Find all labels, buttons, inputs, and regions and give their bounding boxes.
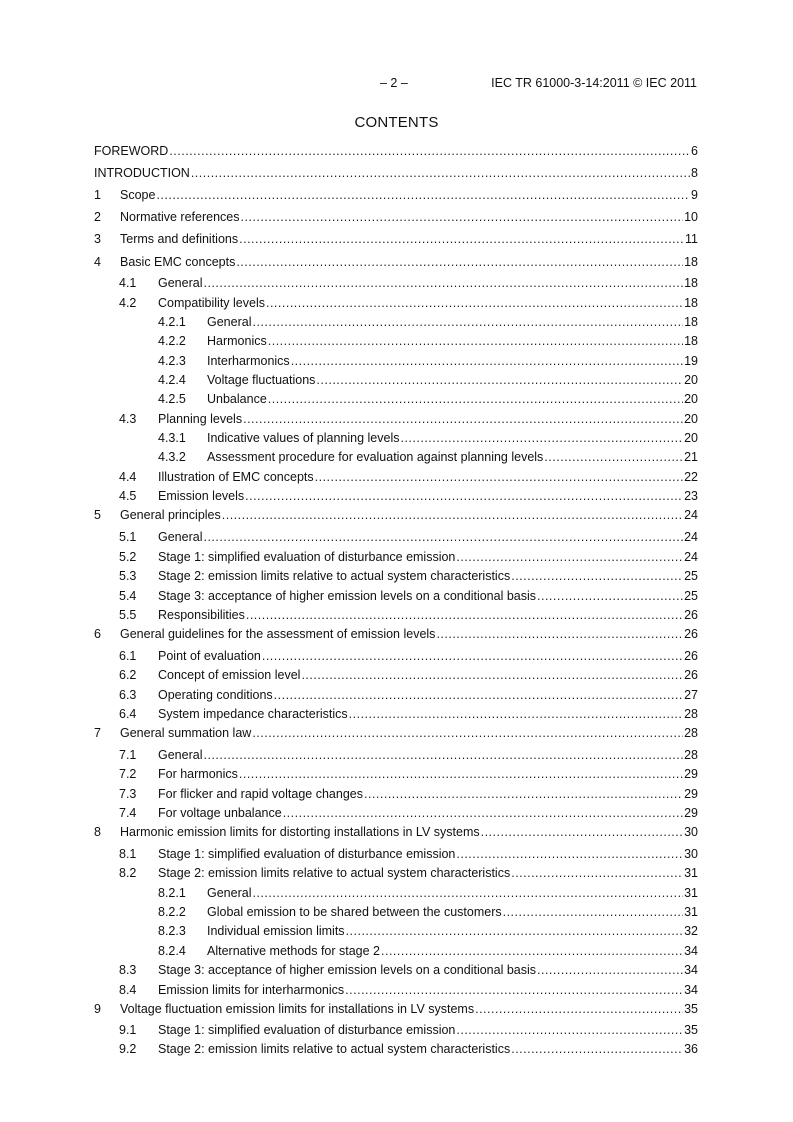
dot-leader [203, 530, 683, 544]
toc-entry-number: 4.5 [119, 489, 137, 503]
toc-entry-number: 8 [94, 825, 101, 839]
page-header [0, 76, 697, 94]
toc-entry[interactable] [94, 1042, 698, 1060]
toc-entry[interactable] [94, 232, 698, 250]
toc-entry-label: Stage 1: simplified evaluation of disturbance emission [158, 847, 456, 861]
standard-reference: IEC TR 61000-3-14:2011 © IEC 2011 [491, 76, 697, 90]
dot-leader [191, 166, 690, 180]
contents-title: CONTENTS [354, 114, 439, 131]
toc-entry[interactable] [94, 608, 698, 626]
toc-entry-page: 29 [684, 767, 698, 781]
dot-leader [243, 412, 683, 426]
toc-entry[interactable] [94, 470, 698, 488]
toc-entry[interactable] [94, 489, 698, 507]
toc-entry-number: 9 [94, 1002, 101, 1016]
toc-entry-label: Global emission to be shared between the customers [207, 905, 502, 919]
toc-entry-page: 8 [691, 166, 698, 180]
toc-entry-number: 5.1 [119, 530, 137, 544]
dot-leader [345, 983, 683, 997]
toc-entry-label: Illustration of EMC concepts [158, 470, 314, 484]
toc-entry[interactable] [94, 924, 698, 942]
dot-leader [222, 508, 683, 522]
dot-leader [246, 608, 683, 622]
toc-entry[interactable] [94, 334, 698, 352]
toc-entry[interactable] [94, 866, 698, 884]
toc-entry[interactable] [94, 748, 698, 766]
toc-entry-page: 9 [691, 188, 698, 202]
toc-entry-page: 18 [684, 334, 698, 348]
toc-entry-number: 7 [94, 726, 101, 740]
toc-entry-page: 24 [684, 508, 698, 522]
toc-entry-page: 22 [684, 470, 698, 484]
toc-entry-page: 32 [684, 924, 698, 938]
toc-entry-page: 30 [684, 847, 698, 861]
toc-entry-number: 4 [94, 255, 101, 269]
toc-entry-label: INTRODUCTION [94, 166, 190, 180]
toc-entry-number: 8.2.1 [158, 886, 186, 900]
toc-entry[interactable] [94, 550, 698, 568]
dot-leader [349, 707, 683, 721]
dot-leader [203, 748, 683, 762]
toc-entry-number: 8.4 [119, 983, 137, 997]
toc-entry-page: 18 [684, 315, 698, 329]
toc-entry[interactable] [94, 255, 698, 273]
toc-entry-number: 4.3.2 [158, 450, 186, 464]
toc-entry[interactable] [94, 905, 698, 923]
toc-entry-page: 20 [684, 431, 698, 445]
toc-entry-page: 30 [684, 825, 698, 839]
dot-leader [481, 825, 683, 839]
toc-entry-label: Assessment procedure for evaluation against planning levels [207, 450, 544, 464]
toc-entry-number: 4.3.1 [158, 431, 186, 445]
toc-entry-page: 35 [684, 1002, 698, 1016]
page-number: – 2 – [380, 76, 408, 90]
toc-entry-label: Stage 2: emission limits relative to actual system characteristics [158, 1042, 511, 1056]
toc-entry[interactable] [94, 688, 698, 706]
toc-entry[interactable] [94, 188, 698, 206]
toc-entry-label: Terms and definitions [120, 232, 239, 246]
dot-leader [283, 806, 683, 820]
dot-leader [315, 470, 683, 484]
toc-entry[interactable] [94, 806, 698, 824]
toc-entry-number: 2 [94, 210, 101, 224]
toc-entry-label: Stage 1: simplified evaluation of disturbance emission [158, 1023, 456, 1037]
toc-entry-label: Individual emission limits [207, 924, 345, 938]
toc-entry-number: 6.2 [119, 668, 137, 682]
toc-entry-page: 25 [684, 569, 698, 583]
toc-entry-label: General summation law [120, 726, 252, 740]
dot-leader [274, 688, 683, 702]
toc-entry[interactable] [94, 210, 698, 228]
toc-entry-label: General principles [120, 508, 221, 522]
toc-entry[interactable] [94, 726, 698, 744]
toc-entry-number: 7.3 [119, 787, 137, 801]
toc-entry-number: 7.2 [119, 767, 137, 781]
dot-leader [544, 450, 683, 464]
dot-leader [511, 1042, 683, 1056]
toc-entry-label: System impedance characteristics [158, 707, 348, 721]
toc-entry[interactable] [94, 412, 698, 430]
toc-entry-number: 9.2 [119, 1042, 137, 1056]
dot-leader [252, 315, 683, 329]
toc-entry-label: General [158, 276, 203, 290]
toc-entry[interactable] [94, 508, 698, 526]
toc-entry-label: Stage 2: emission limits relative to actual system characteristics [158, 569, 511, 583]
dot-leader [262, 649, 683, 663]
toc-entry-page: 20 [684, 392, 698, 406]
toc-entry-number: 4.2.4 [158, 373, 186, 387]
toc-entry-page: 28 [684, 726, 698, 740]
dot-leader [475, 1002, 683, 1016]
dot-leader [236, 255, 683, 269]
toc-entry-page: 27 [684, 688, 698, 702]
toc-entry-label: Alternative methods for stage 2 [207, 944, 381, 958]
toc-entry-number: 7.1 [119, 748, 137, 762]
toc-entry[interactable] [94, 589, 698, 607]
toc-entry-number: 8.2.3 [158, 924, 186, 938]
toc-entry-label: General guidelines for the assessment of emission levels [120, 627, 436, 641]
toc-entry-page: 29 [684, 787, 698, 801]
toc-entry-page: 28 [684, 748, 698, 762]
toc-entry[interactable] [94, 767, 698, 785]
toc-entry-label: For harmonics [158, 767, 238, 781]
toc-entry-number: 4.2.5 [158, 392, 186, 406]
toc-entry-number: 4.2 [119, 296, 137, 310]
toc-entry-number: 6.3 [119, 688, 137, 702]
toc-entry-number: 5.4 [119, 589, 137, 603]
toc-entry-label: Voltage fluctuation emission limits for installations in LV systems [120, 1002, 475, 1016]
toc-entry-number: 6.1 [119, 649, 137, 663]
toc-entry-page: 34 [684, 983, 698, 997]
toc-entry-page: 26 [684, 649, 698, 663]
toc-entry-label: Stage 3: acceptance of higher emission levels on a conditional basis [158, 589, 537, 603]
toc-entry[interactable] [94, 144, 698, 162]
toc-entry-page: 23 [684, 489, 698, 503]
toc-entry-label: Interharmonics [207, 354, 290, 368]
toc-entry-label: Compatibility levels [158, 296, 265, 310]
toc-entry-page: 26 [684, 627, 698, 641]
toc-entry-label: Emission limits for interharmonics [158, 983, 345, 997]
toc-entry-page: 34 [684, 963, 698, 977]
dot-leader [400, 431, 683, 445]
toc-entry-label: Unbalance [207, 392, 267, 406]
toc-entry[interactable] [94, 707, 698, 725]
toc-entry[interactable] [94, 276, 698, 294]
toc-entry-number: 6.4 [119, 707, 137, 721]
toc-entry-number: 8.1 [119, 847, 137, 861]
toc-entry-page: 36 [684, 1042, 698, 1056]
toc-entry-page: 24 [684, 530, 698, 544]
dot-leader [252, 886, 683, 900]
toc-entry-label: Harmonics [207, 334, 267, 348]
toc-entry-number: 9.1 [119, 1023, 137, 1037]
toc-entry-page: 26 [684, 668, 698, 682]
toc-entry[interactable] [94, 1023, 698, 1041]
toc-entry-number: 4.2.3 [158, 354, 186, 368]
toc-entry-label: For flicker and rapid voltage changes [158, 787, 363, 801]
toc-entry-number: 5.3 [119, 569, 137, 583]
toc-entry-page: 18 [684, 296, 698, 310]
toc-entry-label: General [207, 886, 252, 900]
toc-entry-page: 6 [691, 144, 698, 158]
toc-entry-label: Operating conditions [158, 688, 273, 702]
toc-entry-label: Basic EMC concepts [120, 255, 236, 269]
toc-entry-label: Stage 1: simplified evaluation of disturbance emission [158, 550, 456, 564]
toc-entry[interactable] [94, 354, 698, 372]
toc-entry-page: 11 [685, 232, 698, 246]
toc-entry-page: 18 [684, 255, 698, 269]
toc-entry[interactable] [94, 944, 698, 962]
toc-entry-page: 19 [684, 354, 698, 368]
dot-leader [511, 569, 683, 583]
dot-leader [456, 550, 683, 564]
dot-leader [268, 334, 683, 348]
dot-leader [456, 1023, 683, 1037]
dot-leader [301, 668, 683, 682]
toc-entry-label: General [158, 748, 203, 762]
toc-entry-number: 4.4 [119, 470, 137, 484]
toc-entry-number: 8.2.4 [158, 944, 186, 958]
toc-entry-number: 4.2.1 [158, 315, 186, 329]
toc-entry-label: Emission levels [158, 489, 245, 503]
toc-entry[interactable] [94, 392, 698, 410]
toc-entry-page: 20 [684, 412, 698, 426]
toc-entry-label: Normative references [120, 210, 240, 224]
toc-entry-number: 5.5 [119, 608, 137, 622]
toc-entry-page: 10 [684, 210, 698, 224]
toc-entry[interactable] [94, 668, 698, 686]
toc-entry-label: General [158, 530, 203, 544]
dot-leader [511, 866, 683, 880]
toc-entry-page: 25 [684, 589, 698, 603]
dot-leader [364, 787, 683, 801]
toc-entry-number: 4.1 [119, 276, 137, 290]
toc-entry[interactable] [94, 787, 698, 805]
toc-entry[interactable] [94, 963, 698, 981]
toc-entry[interactable] [94, 166, 698, 184]
toc-entry-label: Voltage fluctuations [207, 373, 316, 387]
dot-leader [537, 963, 683, 977]
toc-entry-page: 31 [684, 886, 698, 900]
dot-leader [381, 944, 683, 958]
toc-entry-number: 5.2 [119, 550, 137, 564]
toc-entry-label: Stage 3: acceptance of higher emission levels on a conditional basis [158, 963, 537, 977]
toc-entry-number: 5 [94, 508, 101, 522]
toc-entry-label: Indicative values of planning levels [207, 431, 400, 445]
dot-leader [239, 767, 683, 781]
toc-entry-number: 8.2.2 [158, 905, 186, 919]
toc-entry[interactable] [94, 431, 698, 449]
toc-entry-label: Harmonic emission limits for distorting installations in LV systems [120, 825, 480, 839]
toc-entry-number: 6 [94, 627, 101, 641]
toc-entry-number: 1 [94, 188, 101, 202]
toc-entry-label: Scope [120, 188, 156, 202]
toc-entry-page: 24 [684, 550, 698, 564]
toc-entry-label: Planning levels [158, 412, 243, 426]
toc-entry-number: 8.3 [119, 963, 137, 977]
toc-entry-page: 28 [684, 707, 698, 721]
dot-leader [268, 392, 683, 406]
toc-entry-label: Stage 2: emission limits relative to actual system characteristics [158, 866, 511, 880]
toc-entry-label: General [207, 315, 252, 329]
toc-entry-number: 7.4 [119, 806, 137, 820]
toc-entry-number: 4.3 [119, 412, 137, 426]
dot-leader [436, 627, 683, 641]
toc-entry-label: Concept of emission level [158, 668, 301, 682]
dot-leader [316, 373, 683, 387]
toc-entry-number: 4.2.2 [158, 334, 186, 348]
toc-entry-page: 18 [684, 276, 698, 290]
toc-entry[interactable] [94, 1002, 698, 1020]
dot-leader [537, 589, 683, 603]
toc-entry[interactable] [94, 847, 698, 865]
toc-entry-page: 31 [684, 866, 698, 880]
toc-entry-page: 34 [684, 944, 698, 958]
toc-entry-page: 26 [684, 608, 698, 622]
toc-entry-page: 35 [684, 1023, 698, 1037]
toc-entry[interactable] [94, 373, 698, 391]
toc-entry[interactable] [94, 450, 698, 468]
toc-entry-page: 29 [684, 806, 698, 820]
toc-entry-label: Point of evaluation [158, 649, 261, 663]
toc-entry[interactable] [94, 296, 698, 314]
toc-entry-label: Responsibilities [158, 608, 245, 622]
dot-leader [346, 924, 684, 938]
toc-entry[interactable] [94, 825, 698, 843]
dot-leader [456, 847, 683, 861]
dot-leader [266, 296, 683, 310]
toc-entry-number: 8.2 [119, 866, 137, 880]
toc-entry-label: For voltage unbalance [158, 806, 282, 820]
dot-leader [239, 232, 684, 246]
toc-entry[interactable] [94, 569, 698, 587]
toc-entry[interactable] [94, 886, 698, 904]
toc-entry[interactable] [94, 315, 698, 333]
dot-leader [203, 276, 683, 290]
toc-entry[interactable] [94, 627, 698, 645]
toc-entry[interactable] [94, 530, 698, 548]
dot-leader [291, 354, 683, 368]
toc-entry[interactable] [94, 649, 698, 667]
toc-entry-label: FOREWORD [94, 144, 169, 158]
dot-leader [503, 905, 683, 919]
dot-leader [252, 726, 683, 740]
dot-leader [156, 188, 690, 202]
dot-leader [241, 210, 684, 224]
dot-leader [245, 489, 683, 503]
toc-entry-page: 20 [684, 373, 698, 387]
dot-leader [169, 144, 690, 158]
toc-entry-number: 3 [94, 232, 101, 246]
toc-entry-page: 31 [684, 905, 698, 919]
toc-entry[interactable] [94, 983, 698, 1001]
toc-entry-page: 21 [684, 450, 698, 464]
